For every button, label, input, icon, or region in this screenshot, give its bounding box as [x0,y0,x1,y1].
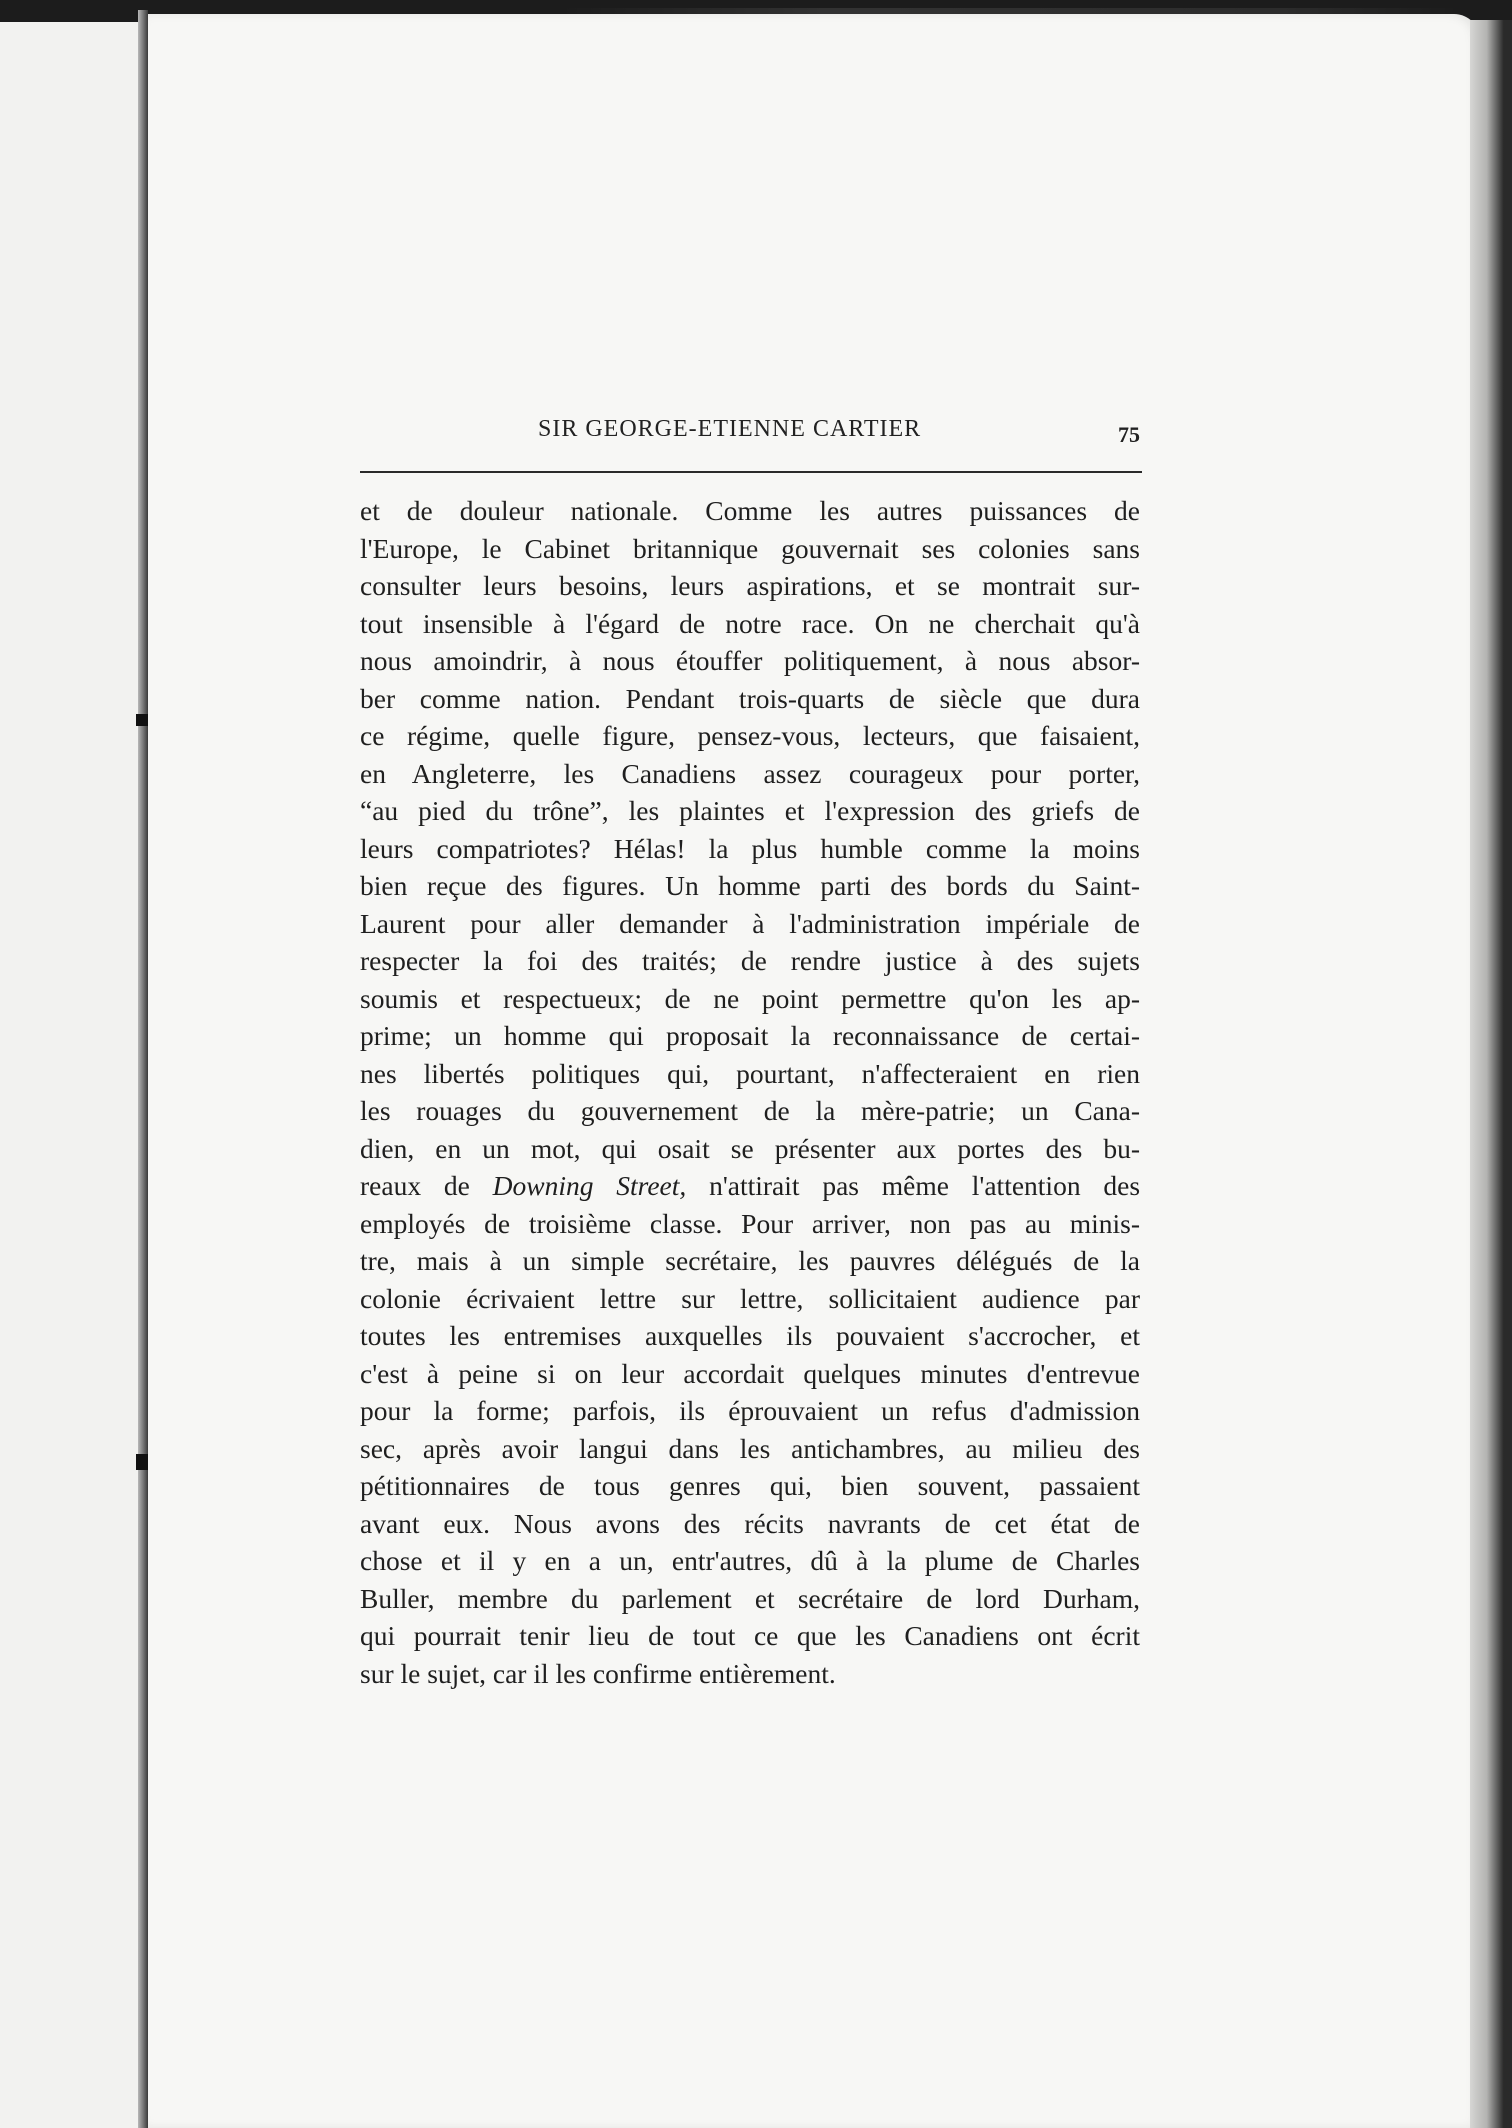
text-line: dien, en un mot, qui osait se présenter aux portes des bu- [360,1132,1140,1164]
text-line: nes libertés politiques qui, pourtant, n'affecteraient en rien [360,1057,1140,1089]
text-line: qui pourrait tenir lieu de tout ce que les Canadiens ont écrit [360,1620,1140,1651]
text-line: pour la forme; parfois, ils éprouvaient un refus d'admission [360,1395,1140,1426]
text-line: leurs compatriotes? Hélas! la plus humble comme la moins [360,832,1140,864]
text-line: Buller, membre du parlement et secrétaire de lord Durham, [360,1582,1140,1614]
text-line: “au pied du trône”, les plaintes et l'expression des griefs de [360,795,1140,826]
text-line: chose et il y en a un, entr'autres, dû à la plume de Charles [360,1545,1140,1576]
text-line: colonie écrivaient lettre sur lettre, sollicitaient audience par [360,1282,1140,1314]
text-line: nous amoindrir, à nous étouffer politiquement, à nous absor- [360,645,1140,676]
text-line-with-italic [360,1167,1140,1205]
text-line: et de douleur nationale. Comme les autres puissances de [360,495,1140,526]
text-line: ce régime, quelle figure, pensez-vous, lecteurs, que faisaient, [360,720,1140,751]
text-line: pétitionnaires de tous genres qui, bien souvent, passaient [360,1470,1140,1501]
text-line: Laurent pour aller demander à l'administration impériale de [360,907,1140,939]
body-paragraph [360,492,1140,1692]
text-line: sec, après avoir langui dans les antichambres, au milieu des [360,1432,1140,1464]
running-header [360,416,1140,456]
text-line: toutes les entremises auxquelles ils pouvaient s'accrocher, et [360,1320,1140,1351]
page-number: 75 [1118,422,1140,447]
italic-street-name: Downing Street, [492,1170,687,1201]
page-stack-edge [1470,20,1512,2128]
running-title: SIR GEORGE-ETIENNE CARTIER [538,416,922,442]
text-segment: reaux de [360,1170,470,1201]
text-line-last: sur le sujet, car il les confirme entièrement. [360,1657,836,1689]
text-line: tout insensible à l'égard de notre race. On ne cherchait qu'à [360,607,1140,639]
text-line: tre, mais à un simple secrétaire, les pauvres délégués de la [360,1245,1140,1276]
text-line: employés de troisième classe. Pour arriver, non pas au minis- [360,1207,1140,1239]
text-line: soumis et respectueux; de ne point permettre qu'on les ap- [360,982,1140,1014]
text-line: en Angleterre, les Canadiens assez courageux pour porter, [360,757,1140,789]
text-line: ber comme nation. Pendant trois-quarts de siècle que dura [360,682,1140,714]
text-line: l'Europe, le Cabinet britannique gouvernait ses colonies sans [360,532,1140,564]
text-line: bien reçue des figures. Un homme parti des bords du Saint- [360,870,1140,901]
text-line: les rouages du gouvernement de la mère-patrie; un Cana- [360,1095,1140,1126]
book-gutter [138,10,148,2128]
text-line: prime; un homme qui proposait la reconnaissance de certai- [360,1020,1140,1051]
text-segment: n'attirait pas même l'attention des [709,1170,1140,1201]
facing-page-edge [0,22,148,2128]
text-line: respecter la foi des traités; de rendre justice à des sujets [360,945,1140,976]
text-line: consulter leurs besoins, leurs aspirations, et se montrait sur- [360,570,1140,601]
text-line: avant eux. Nous avons des récits navrants de cet état de [360,1507,1140,1539]
header-rule [360,471,1142,473]
text-line: c'est à peine si on leur accordait quelques minutes d'entrevue [360,1357,1140,1389]
